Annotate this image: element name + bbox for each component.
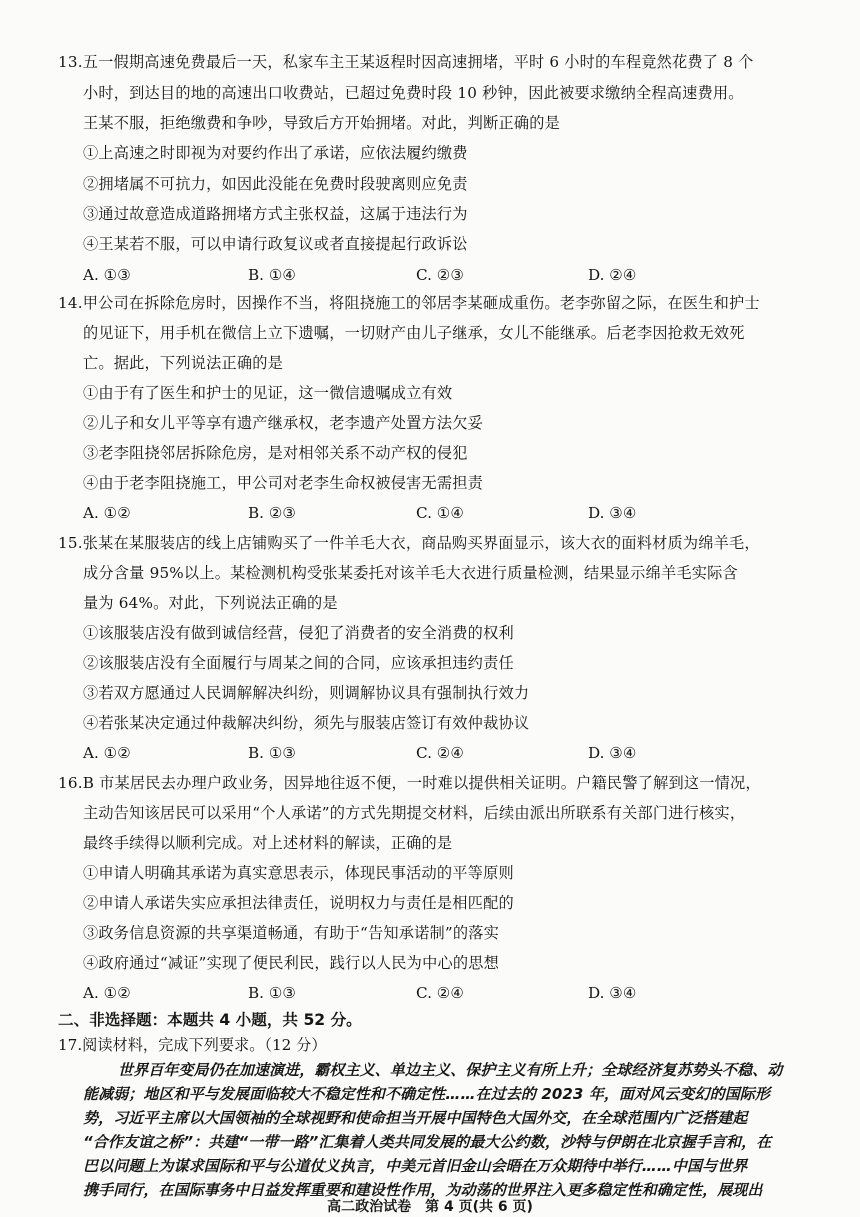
q13-choice-a: A. ①③ xyxy=(83,266,131,284)
q14-option-1: ①由于有了医生和护士的见证，这一微信遗嘱成立有效 xyxy=(83,384,453,402)
q13-option-1: ①上高速之时即视为对要约作出了承诺，应依法履约缴费 xyxy=(83,144,468,162)
q13-choices xyxy=(83,265,783,285)
q14-choice-c: C. ①④ xyxy=(416,504,464,522)
q16-stem-line-1: 16.B 市某居民去办理户政业务，因异地往返不便，一时难以提供相关证明。户籍民警了解到这一情况， xyxy=(58,774,761,792)
q16-choices xyxy=(83,983,783,1003)
q15-choice-c: C. ②④ xyxy=(416,744,464,762)
q15-stem-line-3: 量为 64%。对此，下列说法正确的是 xyxy=(83,594,338,612)
q13-stem-line-3: 王某不服，拒绝缴费和争吵，导致后方开始拥堵。对此，判断正确的是 xyxy=(83,114,561,132)
page-footer: 高二政治试卷 第 4 页(共 6 页) xyxy=(327,1199,533,1215)
q13-choice-c: C. ②③ xyxy=(416,266,464,284)
q13-option-3: ③通过故意造成道路拥堵方式主张权益，这属于违法行为 xyxy=(83,205,468,223)
q15-option-3: ③若双方愿通过人民调解解决纠纷，则调解协议具有强制执行效力 xyxy=(83,684,530,702)
q17-material-line-5: 巴以问题上为谋求国际和平与公道仗义执言，中美元首旧金山会晤在万众期待中举行……中国与世界 xyxy=(83,1157,748,1175)
q15-choices xyxy=(83,743,783,763)
q14-choice-d: D. ③④ xyxy=(588,504,637,522)
q14-option-3: ③老李阻挠邻居拆除危房，是对相邻关系不动产权的侵犯 xyxy=(83,444,468,462)
q13-choice-b: B. ①④ xyxy=(248,266,297,284)
q14-option-4: ④由于老李阻挠施工，甲公司对老李生命权被侵害无需担责 xyxy=(83,474,484,492)
q16-stem-line-2: 主动告知该居民可以采用“个人承诺”的方式先期提交材料，后续由派出所联系有关部门进行核实， xyxy=(83,804,746,822)
q13-option-4: ④王某若不服，可以申请行政复议或者直接提起行政诉讼 xyxy=(83,235,468,253)
q16-choice-c: C. ②④ xyxy=(416,984,464,1002)
q16-choice-a: A. ①② xyxy=(83,984,131,1002)
section-two-title: 二、非选择题：本题共 4 小题，共 52 分。 xyxy=(58,1011,362,1029)
q16-stem-line-3: 最终手续得以顺利完成。对上述材料的解读，正确的是 xyxy=(83,834,453,852)
q15-option-2: ②该服装店没有全面履行与周某之间的合同，应该承担违约责任 xyxy=(83,654,514,672)
q16-option-3: ③政务信息资源的共享渠道畅通，有助于“告知承诺制”的落实 xyxy=(83,924,500,942)
q17-material-line-2: 能减弱；地区和平与发展面临较大不稳定性和不确定性……在过去的 2023 年，面对风云变幻的国际形 xyxy=(83,1085,770,1103)
q16-option-1: ①申请人明确其承诺为真实意思表示，体现民事活动的平等原则 xyxy=(83,864,514,882)
q15-stem-line-1: 15.张某在某服装店的线上店铺购买了一件羊毛大衣，商品购买界面显示，该大衣的面料材质为绵羊毛， xyxy=(58,534,760,552)
q17-material-line-4: “合作友谊之桥”：共建“一带一路”汇集着人类共同发展的最大公约数，沙特与伊朗在北京握手言和，在 xyxy=(83,1133,772,1151)
q13-stem-line-2: 小时，到达目的地的高速出口收费站，已超过免费时段 10 秒钟，因此被要求缴纳全程高速费用。 xyxy=(83,84,744,102)
q15-choice-b: B. ①③ xyxy=(248,744,297,762)
q16-choice-d: D. ③④ xyxy=(588,984,637,1002)
q16-option-2: ②申请人承诺失实应承担法律责任，说明权力与责任是相匹配的 xyxy=(83,894,514,912)
q14-stem-line-2: 的见证下，用手机在微信上立下遗嘱，一切财产由儿子继承，女儿不能继承。后老李因抢救无效死 xyxy=(83,324,745,342)
q15-choice-d: D. ③④ xyxy=(588,744,637,762)
q15-stem-line-2: 成分含量 95%以上。某检测机构受张某委托对该羊毛大衣进行质量检测，结果显示绵羊毛实际含 xyxy=(83,564,738,582)
q13-stem-line-1: 13.五一假期高速免费最后一天，私家车主王某返程时因高速拥堵，平时 6 小时的车程竟然花费了 8 个 xyxy=(58,53,754,71)
q16-option-4: ④政府通过“减证”实现了便民利民，践行以人民为中心的思想 xyxy=(83,954,500,972)
q14-option-2: ②儿子和女儿平等享有遗产继承权，老李遗产处置方法欠妥 xyxy=(83,414,484,432)
q15-choice-a: A. ①② xyxy=(83,744,131,762)
q13-choice-d: D. ②④ xyxy=(588,266,637,284)
q16-choice-b: B. ①③ xyxy=(248,984,297,1002)
q14-stem-line-3: 亡。据此，下列说法正确的是 xyxy=(83,354,284,372)
q17-material-line-3: 势，习近平主席以大国领袖的全球视野和使命担当开展中国特色大国外交，在全球范围内广泛搭建起 xyxy=(83,1109,748,1127)
q14-stem-line-1: 14.甲公司在拆除危房时，因操作不当，将阻挠施工的邻居李某砸成重伤。老李弥留之际，在医生和护士 xyxy=(58,294,760,312)
q15-option-1: ①该服装店没有做到诚信经营，侵犯了消费者的安全消费的权利 xyxy=(83,624,514,642)
q17-title: 17.阅读材料，完成下列要求。（12 分） xyxy=(58,1036,327,1054)
q15-option-4: ④若张某决定通过仲裁解决纠纷，须先与服装店签订有效仲裁协议 xyxy=(83,714,530,732)
q14-choice-b: B. ②③ xyxy=(248,504,297,522)
q17-material-line-6: 携手同行，在国际事务中日益发挥重要和建设性作用，为动荡的世界注入更多稳定性和确定性，展现出 xyxy=(83,1181,763,1199)
q14-choice-a: A. ①② xyxy=(83,504,131,522)
q17-material-line-1: 世界百年变局仍在加速演进，霸权主义、单边主义、保护主义有所上升；全球经济复苏势头不稳、动 xyxy=(118,1061,783,1079)
q13-option-2: ②拥堵属不可抗力，如因此没能在免费时段驶离则应免责 xyxy=(83,175,468,193)
q14-choices xyxy=(83,503,783,523)
